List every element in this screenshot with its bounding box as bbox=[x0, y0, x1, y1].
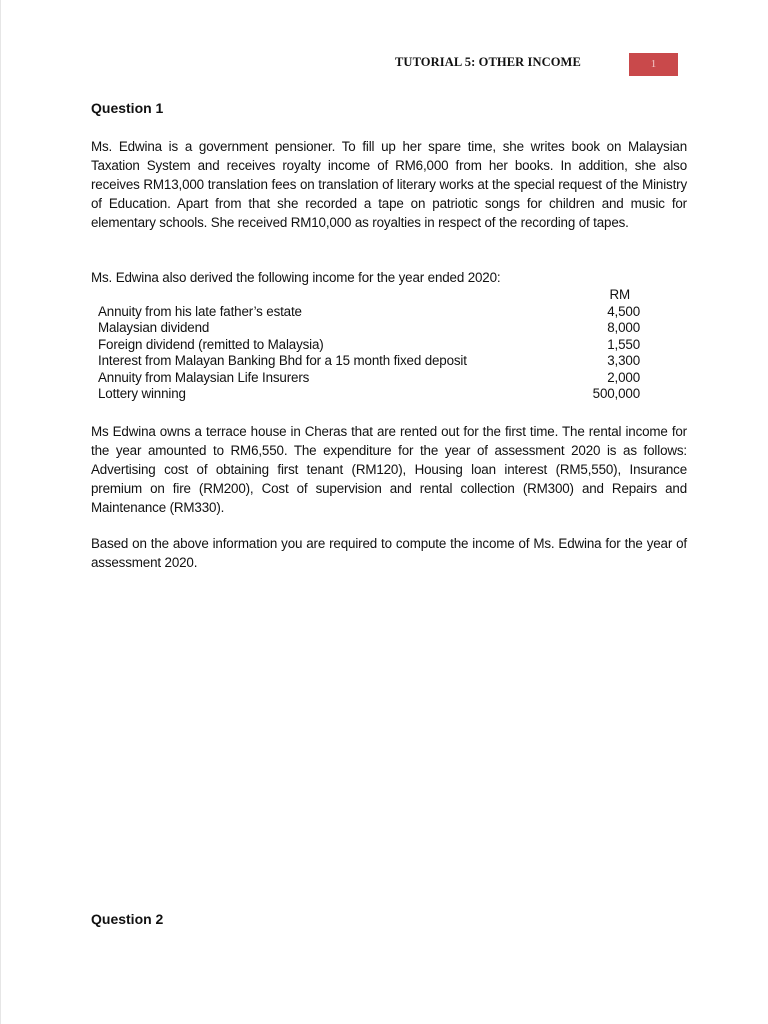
income-row bbox=[98, 386, 649, 403]
income-label: Malaysian dividend bbox=[98, 320, 210, 335]
page-edge bbox=[0, 0, 1, 1024]
income-table bbox=[98, 287, 649, 403]
income-label: Interest from Malayan Banking Bhd for a 15 month fixed deposit bbox=[98, 353, 467, 368]
income-row bbox=[98, 353, 649, 370]
income-row bbox=[98, 337, 649, 354]
income-amount: 500,000 bbox=[592, 386, 640, 401]
income-amount: 4,500 bbox=[607, 303, 640, 319]
income-row bbox=[98, 370, 649, 387]
income-label: Lottery winning bbox=[98, 386, 186, 401]
question-1-paragraph-rental: Ms Edwina owns a terrace house in Cheras that are rented out for the first time. The rental income for the year amounted to RM6,550. The expenditure for the year of assessment 2020 is as follows: Advertising cost of obtaining first tenant (RM120), Housing loan interest (RM5,550), Insurance premium on fire (RM200), Cost of supervision and rental collection (RM300) and Repairs and Maintenance (RM330). bbox=[91, 424, 687, 515]
income-label: Annuity from Malaysian Life Insurers bbox=[98, 369, 310, 385]
income-label: Foreign dividend (remitted to Malaysia) bbox=[98, 336, 324, 352]
income-label: Annuity from his late father’s estate bbox=[98, 303, 302, 319]
income-amount: 2,000 bbox=[607, 369, 640, 385]
currency-header: RM bbox=[609, 287, 630, 302]
income-row bbox=[98, 320, 649, 337]
income-amount: 1,550 bbox=[607, 336, 640, 352]
question-1-heading: Question 1 bbox=[91, 100, 164, 116]
header-title: TUTORIAL 5: OTHER INCOME bbox=[395, 55, 581, 69]
income-amount: 3,300 bbox=[607, 353, 640, 368]
question-1-paragraph-task: Based on the above information you are required to compute the income of Ms. Edwina for the year of assessment 2020. bbox=[91, 536, 687, 570]
page-number-badge: 1 bbox=[629, 53, 678, 76]
question-2-heading: Question 2 bbox=[91, 911, 164, 927]
income-row bbox=[98, 304, 649, 321]
question-1-paragraph-royalties: Ms. Edwina is a government pensioner. To fill up her spare time, she writes book on Malaysian Taxation System and receives royalty income of RM6,000 from her books. In addition, she also receives RM13,000 translation fees on translation of literary works at the special request of the Ministry of Education. Apart from that she recorded a tape on patriotic songs for children and music for elementary schools. She received RM10,000 as royalties in respect of the recording of tapes. bbox=[91, 139, 687, 230]
income-amount: 8,000 bbox=[607, 320, 640, 335]
question-1-paragraph-income-intro: Ms. Edwina also derived the following income for the year ended 2020: bbox=[91, 270, 501, 285]
